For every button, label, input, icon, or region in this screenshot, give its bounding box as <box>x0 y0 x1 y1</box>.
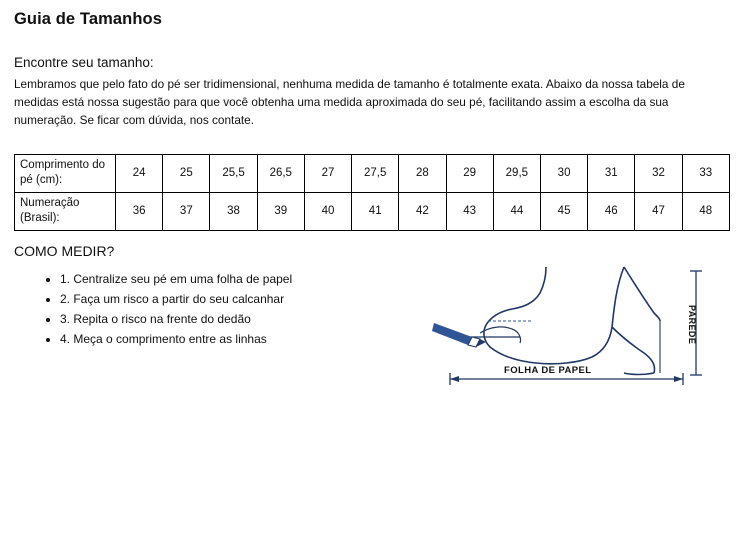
cell-size-1: 36 <box>116 192 163 230</box>
cell-foot-length-13: 33 <box>682 154 729 192</box>
cell-size-13: 48 <box>682 192 729 230</box>
cell-size-4: 39 <box>257 192 304 230</box>
cell-foot-length-12: 32 <box>635 154 682 192</box>
list-item: • 2. Faça um risco a partir do seu calcanhar <box>60 293 428 305</box>
steps-list <box>14 273 428 353</box>
cell-foot-length-1: 24 <box>116 154 163 192</box>
intro-paragraph: Lembramos que pelo fato do pé ser tridimensional, nenhuma medida de tamanho é totalmente exata. Abaixo da nossa tabela de medidas está nossa sugestão para que você obtenha uma medida aproximada do seu pé, facilitando assim a escolha da sua numeração. Se ficar com dúvida, nos contate. <box>14 77 685 127</box>
cell-foot-length-3: 25,5 <box>210 154 257 192</box>
table-row <box>15 154 730 192</box>
paper-label: FOLHA DE PAPEL <box>504 364 592 376</box>
page-title: Guia de Tamanhos <box>14 10 162 28</box>
cell-size-8: 43 <box>446 192 493 230</box>
cell-foot-length-2: 25 <box>163 154 210 192</box>
cell-foot-length-8: 29 <box>446 154 493 192</box>
cell-foot-length-7: 28 <box>399 154 446 192</box>
measuring-diagram <box>428 263 738 403</box>
list-item: • 1. Centralize seu pé em uma folha de papel <box>60 273 428 285</box>
section-subtitle: Encontre seu tamanho: <box>14 55 154 70</box>
cell-size-6: 41 <box>352 192 399 230</box>
cell-foot-length-11: 31 <box>588 154 635 192</box>
cell-size-11: 46 <box>588 192 635 230</box>
cell-size-9: 44 <box>493 192 540 230</box>
cell-size-12: 47 <box>635 192 682 230</box>
table-row <box>15 192 730 230</box>
list-item: • 3. Repita o risco na frente do dedão <box>60 313 428 325</box>
cell-size-10: 45 <box>540 192 587 230</box>
cell-foot-length-10: 30 <box>540 154 587 192</box>
cell-foot-length-5: 27 <box>304 154 351 192</box>
cell-size-2: 37 <box>163 192 210 230</box>
list-item: • 4. Meça o comprimento entre as linhas <box>60 333 428 345</box>
cell-size-7: 42 <box>399 192 446 230</box>
cell-foot-length-9: 29,5 <box>493 154 540 192</box>
cell-foot-length-4: 26,5 <box>257 154 304 192</box>
row-label-size-brazil: Numeração (Brasil): <box>15 192 116 230</box>
cell-foot-length-6: 27,5 <box>352 154 399 192</box>
wall-label: PAREDE <box>687 304 697 345</box>
row-label-foot-length: Comprimento do pé (cm): <box>15 154 116 192</box>
cell-size-3: 38 <box>210 192 257 230</box>
cell-size-5: 40 <box>304 192 351 230</box>
instructions-and-figure <box>14 259 738 403</box>
size-table <box>14 154 730 231</box>
how-to-measure-title: COMO MEDIR? <box>14 242 115 259</box>
